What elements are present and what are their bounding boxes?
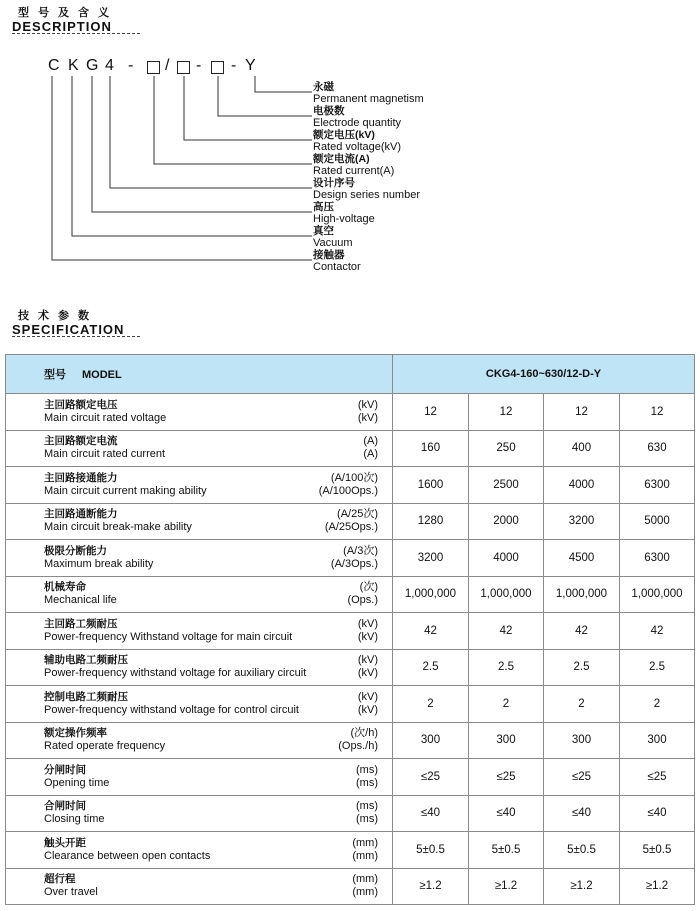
param-unit	[338, 727, 378, 753]
param-name-cn: 主回路额定电压	[44, 398, 118, 411]
value-cell: 4500	[544, 540, 620, 577]
table-row	[6, 503, 695, 540]
value-cell: 4000	[544, 467, 620, 504]
header-model-cell	[6, 355, 393, 394]
param-unit-cn: (A/25次)	[337, 508, 378, 521]
specification-title	[12, 307, 124, 336]
description-title-en: DESCRIPTION	[12, 19, 112, 34]
param-unit	[347, 581, 378, 607]
desc-item-cn: 设计序号	[313, 177, 355, 189]
leader-contactor	[52, 76, 312, 260]
param-name-en: Clearance between open contacts	[44, 849, 211, 862]
header-model-en: MODEL	[82, 369, 122, 381]
param-unit-cn: (kV)	[357, 617, 378, 630]
value-cell: 42	[544, 613, 620, 650]
param-unit	[331, 545, 378, 571]
desc-item-en: Permanent magnetism	[313, 93, 424, 105]
description-title-cn: 型号及含义	[18, 7, 118, 19]
value-cell: ≤40	[393, 795, 469, 832]
param-unit-en: (kV)	[357, 703, 378, 716]
param-cell	[6, 394, 393, 431]
specification-divider	[12, 336, 140, 337]
param-unit	[363, 435, 378, 461]
desc-item-cn: 额定电压(kV)	[313, 129, 375, 141]
desc-item-cn: 接触器	[313, 249, 345, 261]
value-cell: 2000	[469, 503, 544, 540]
param-unit-en: (A)	[363, 448, 378, 461]
specification-title-cn: 技术参数	[18, 310, 98, 322]
value-cell: 2.5	[544, 649, 620, 686]
table-row	[6, 795, 695, 832]
param-name-cn: 极限分断能力	[44, 544, 107, 557]
leader-electrode-quantity	[218, 76, 312, 116]
value-cell: 1,000,000	[469, 576, 544, 613]
desc-item-vacuum	[313, 225, 353, 249]
table-row	[6, 868, 695, 905]
param-name-en: Closing time	[44, 813, 105, 826]
param-unit	[319, 472, 378, 498]
value-cell: ≤25	[469, 759, 544, 796]
param-name-cn: 主回路接通能力	[44, 471, 118, 484]
leader-permanent-magnetism	[255, 76, 312, 92]
param-name-en: Mechanical life	[44, 594, 117, 607]
param-name-cn: 分闸时间	[44, 763, 86, 776]
param-name-en: Rated operate frequency	[44, 740, 166, 753]
value-cell: 300	[620, 722, 695, 759]
param-unit-en: (A/25Ops.)	[324, 521, 378, 534]
value-cell: ≤25	[544, 759, 620, 796]
table-row	[6, 430, 695, 467]
param-unit	[325, 508, 378, 534]
value-cell: 5±0.5	[620, 832, 695, 869]
desc-item-cn: 真空	[313, 225, 334, 237]
param-name-cn: 主回路工频耐压	[44, 617, 118, 630]
desc-item-cn: 永磁	[313, 81, 334, 93]
value-cell: ≥1.2	[620, 868, 695, 905]
value-cell: ≤25	[393, 759, 469, 796]
param-unit-en: (mm)	[352, 849, 378, 862]
code-char-c: C	[48, 57, 60, 74]
param-cell	[6, 868, 393, 905]
code-char-4: 4	[105, 57, 114, 74]
table-row	[6, 394, 695, 431]
param-unit-cn: (mm)	[352, 873, 378, 886]
leader-rated-current	[154, 76, 312, 164]
desc-item-en: Rated current(A)	[313, 165, 395, 177]
param-cell	[6, 686, 393, 723]
value-cell: 12	[469, 394, 544, 431]
param-cell	[6, 795, 393, 832]
value-cell: 630	[620, 430, 695, 467]
param-name-en: Opening time	[44, 776, 110, 789]
param-unit-cn: (ms)	[356, 763, 378, 776]
table-header-row	[6, 355, 695, 394]
value-cell: 2.5	[620, 649, 695, 686]
value-cell: 6300	[620, 467, 695, 504]
value-cell: 42	[393, 613, 469, 650]
param-name-en: Power-frequency withstand voltage for auxiliary circuit	[44, 667, 307, 680]
param-unit-cn: (次)	[359, 581, 378, 594]
param-unit-en: (ms)	[356, 776, 378, 789]
param-unit-cn: (次/h)	[350, 727, 378, 740]
param-unit-cn: (A/100次)	[330, 471, 378, 484]
param-cell	[6, 759, 393, 796]
param-cell	[6, 467, 393, 504]
param-unit-cn: (kV)	[357, 398, 378, 411]
table-row	[6, 467, 695, 504]
code-char-k: K	[68, 57, 79, 74]
desc-item-cn: 高压	[313, 201, 334, 213]
value-cell: 5±0.5	[469, 832, 544, 869]
leader-rated-voltage	[184, 76, 312, 140]
value-cell: 3200	[544, 503, 620, 540]
param-name-cn: 额定操作频率	[44, 727, 107, 740]
table-row	[6, 686, 695, 723]
value-cell: 2	[620, 686, 695, 723]
code-slash: /	[165, 57, 170, 74]
value-cell: 1,000,000	[620, 576, 695, 613]
code-char-g: G	[86, 57, 99, 74]
table-row	[6, 540, 695, 577]
param-name-cn: 机械寿命	[44, 581, 86, 594]
param-cell	[6, 722, 393, 759]
param-unit	[358, 618, 378, 644]
param-name-en: Main circuit break-make ability	[44, 521, 192, 534]
param-unit-en: (A/100Ops.)	[318, 484, 378, 497]
value-cell: ≥1.2	[469, 868, 544, 905]
value-cell: 300	[469, 722, 544, 759]
desc-item-cn: 电极数	[313, 105, 345, 117]
value-cell: 6300	[620, 540, 695, 577]
specification-title-en: SPECIFICATION	[12, 322, 125, 337]
value-cell: 300	[393, 722, 469, 759]
param-unit-cn: (A)	[363, 435, 378, 448]
param-unit-cn: (ms)	[356, 800, 378, 813]
param-name-en: Power-frequency withstand voltage for control circuit	[44, 703, 299, 716]
value-cell: ≤40	[469, 795, 544, 832]
desc-item-en: Design series number	[313, 189, 420, 201]
value-cell: 400	[544, 430, 620, 467]
spec-table	[5, 354, 695, 905]
desc-item-cn: 额定电流(A)	[313, 153, 370, 165]
param-unit	[356, 764, 378, 790]
header-model-cn: 型号	[44, 369, 66, 381]
param-name-cn: 辅助电路工频耐压	[44, 654, 128, 667]
header-model-value: CKG4-160~630/12-D-Y	[393, 355, 695, 394]
value-cell: 3200	[393, 540, 469, 577]
value-cell: 1600	[393, 467, 469, 504]
desc-item-electrode-quantity	[313, 105, 401, 129]
value-cell: 2	[544, 686, 620, 723]
param-unit	[358, 399, 378, 425]
code-dash-2: -	[196, 57, 202, 74]
param-unit	[352, 837, 378, 863]
value-cell: ≥1.2	[544, 868, 620, 905]
param-unit-en: (kV)	[357, 411, 378, 424]
value-cell: 2.5	[393, 649, 469, 686]
value-cell: ≥1.2	[393, 868, 469, 905]
table-row	[6, 759, 695, 796]
desc-item-en: Electrode quantity	[313, 117, 402, 129]
param-name-en: Main circuit rated current	[44, 448, 166, 461]
param-name-en: Over travel	[44, 886, 98, 899]
param-name-en: Main circuit rated voltage	[44, 411, 167, 424]
value-cell: 2	[469, 686, 544, 723]
param-cell	[6, 540, 393, 577]
desc-item-rated-current	[313, 153, 394, 177]
param-unit	[358, 654, 378, 680]
code-dash-3: -	[231, 57, 237, 74]
param-unit-en: (A/3Ops.)	[330, 557, 378, 570]
value-cell: 12	[393, 394, 469, 431]
value-cell: 2.5	[469, 649, 544, 686]
param-unit-en: (Ops.)	[347, 594, 378, 607]
value-cell: 1280	[393, 503, 469, 540]
desc-item-permanent-magnetism	[313, 81, 424, 105]
param-unit	[352, 873, 378, 899]
desc-item-en: Contactor	[313, 261, 361, 273]
value-cell: 1,000,000	[544, 576, 620, 613]
param-unit	[356, 800, 378, 826]
param-unit	[358, 691, 378, 717]
desc-item-contactor	[313, 249, 361, 273]
param-unit-cn: (mm)	[352, 836, 378, 849]
desc-item-en: Vacuum	[313, 237, 353, 249]
value-cell: 250	[469, 430, 544, 467]
param-unit-cn: (kV)	[357, 690, 378, 703]
param-name-cn: 合闸时间	[44, 800, 86, 813]
table-row	[6, 722, 695, 759]
value-cell: ≤40	[544, 795, 620, 832]
desc-item-high-voltage	[313, 201, 375, 225]
value-cell: 5±0.5	[393, 832, 469, 869]
param-unit-en: (kV)	[357, 667, 378, 680]
param-unit-cn: (kV)	[357, 654, 378, 667]
param-unit-cn: (A/3次)	[343, 544, 378, 557]
param-cell	[6, 503, 393, 540]
value-cell: 300	[544, 722, 620, 759]
param-cell	[6, 576, 393, 613]
param-unit-en: (ms)	[356, 813, 378, 826]
value-cell: 12	[620, 394, 695, 431]
leader-design-series	[110, 76, 312, 188]
code-dash-1: -	[128, 57, 134, 74]
param-name-en: Maximum break ability	[44, 557, 154, 570]
value-cell: 160	[393, 430, 469, 467]
param-cell	[6, 430, 393, 467]
table-row	[6, 613, 695, 650]
value-cell: 4000	[469, 540, 544, 577]
value-cell: 5000	[620, 503, 695, 540]
value-cell: ≤40	[620, 795, 695, 832]
table-row	[6, 649, 695, 686]
table-row	[6, 832, 695, 869]
param-unit-en: (mm)	[352, 886, 378, 899]
code-char-y: Y	[245, 57, 256, 74]
param-name-cn: 控制电路工频耐压	[44, 690, 128, 703]
value-cell: 2500	[469, 467, 544, 504]
param-name-cn: 超行程	[44, 873, 76, 886]
param-name-cn: 主回路额定电流	[44, 435, 118, 448]
value-cell: 12	[544, 394, 620, 431]
value-cell: 5±0.5	[544, 832, 620, 869]
param-name-en: Main circuit current making ability	[44, 484, 207, 497]
param-name-cn: 主回路通断能力	[44, 508, 118, 521]
value-cell: 2	[393, 686, 469, 723]
desc-item-en: Rated voltage(kV)	[313, 141, 402, 153]
param-name-en: Power-frequency Withstand voltage for main circuit	[44, 630, 293, 643]
param-cell	[6, 613, 393, 650]
leader-high-voltage	[92, 76, 312, 212]
desc-item-design-series	[313, 177, 420, 201]
param-unit-en: (Ops./h)	[338, 740, 378, 753]
value-cell: 42	[620, 613, 695, 650]
value-cell: 1,000,000	[393, 576, 469, 613]
param-unit-en: (kV)	[357, 630, 378, 643]
value-cell: 42	[469, 613, 544, 650]
desc-item-en: High-voltage	[313, 213, 375, 225]
param-name-cn: 触头开距	[44, 836, 86, 849]
table-row	[6, 576, 695, 613]
param-cell	[6, 649, 393, 686]
value-cell: ≤25	[620, 759, 695, 796]
desc-item-rated-voltage	[313, 129, 401, 153]
param-cell	[6, 832, 393, 869]
